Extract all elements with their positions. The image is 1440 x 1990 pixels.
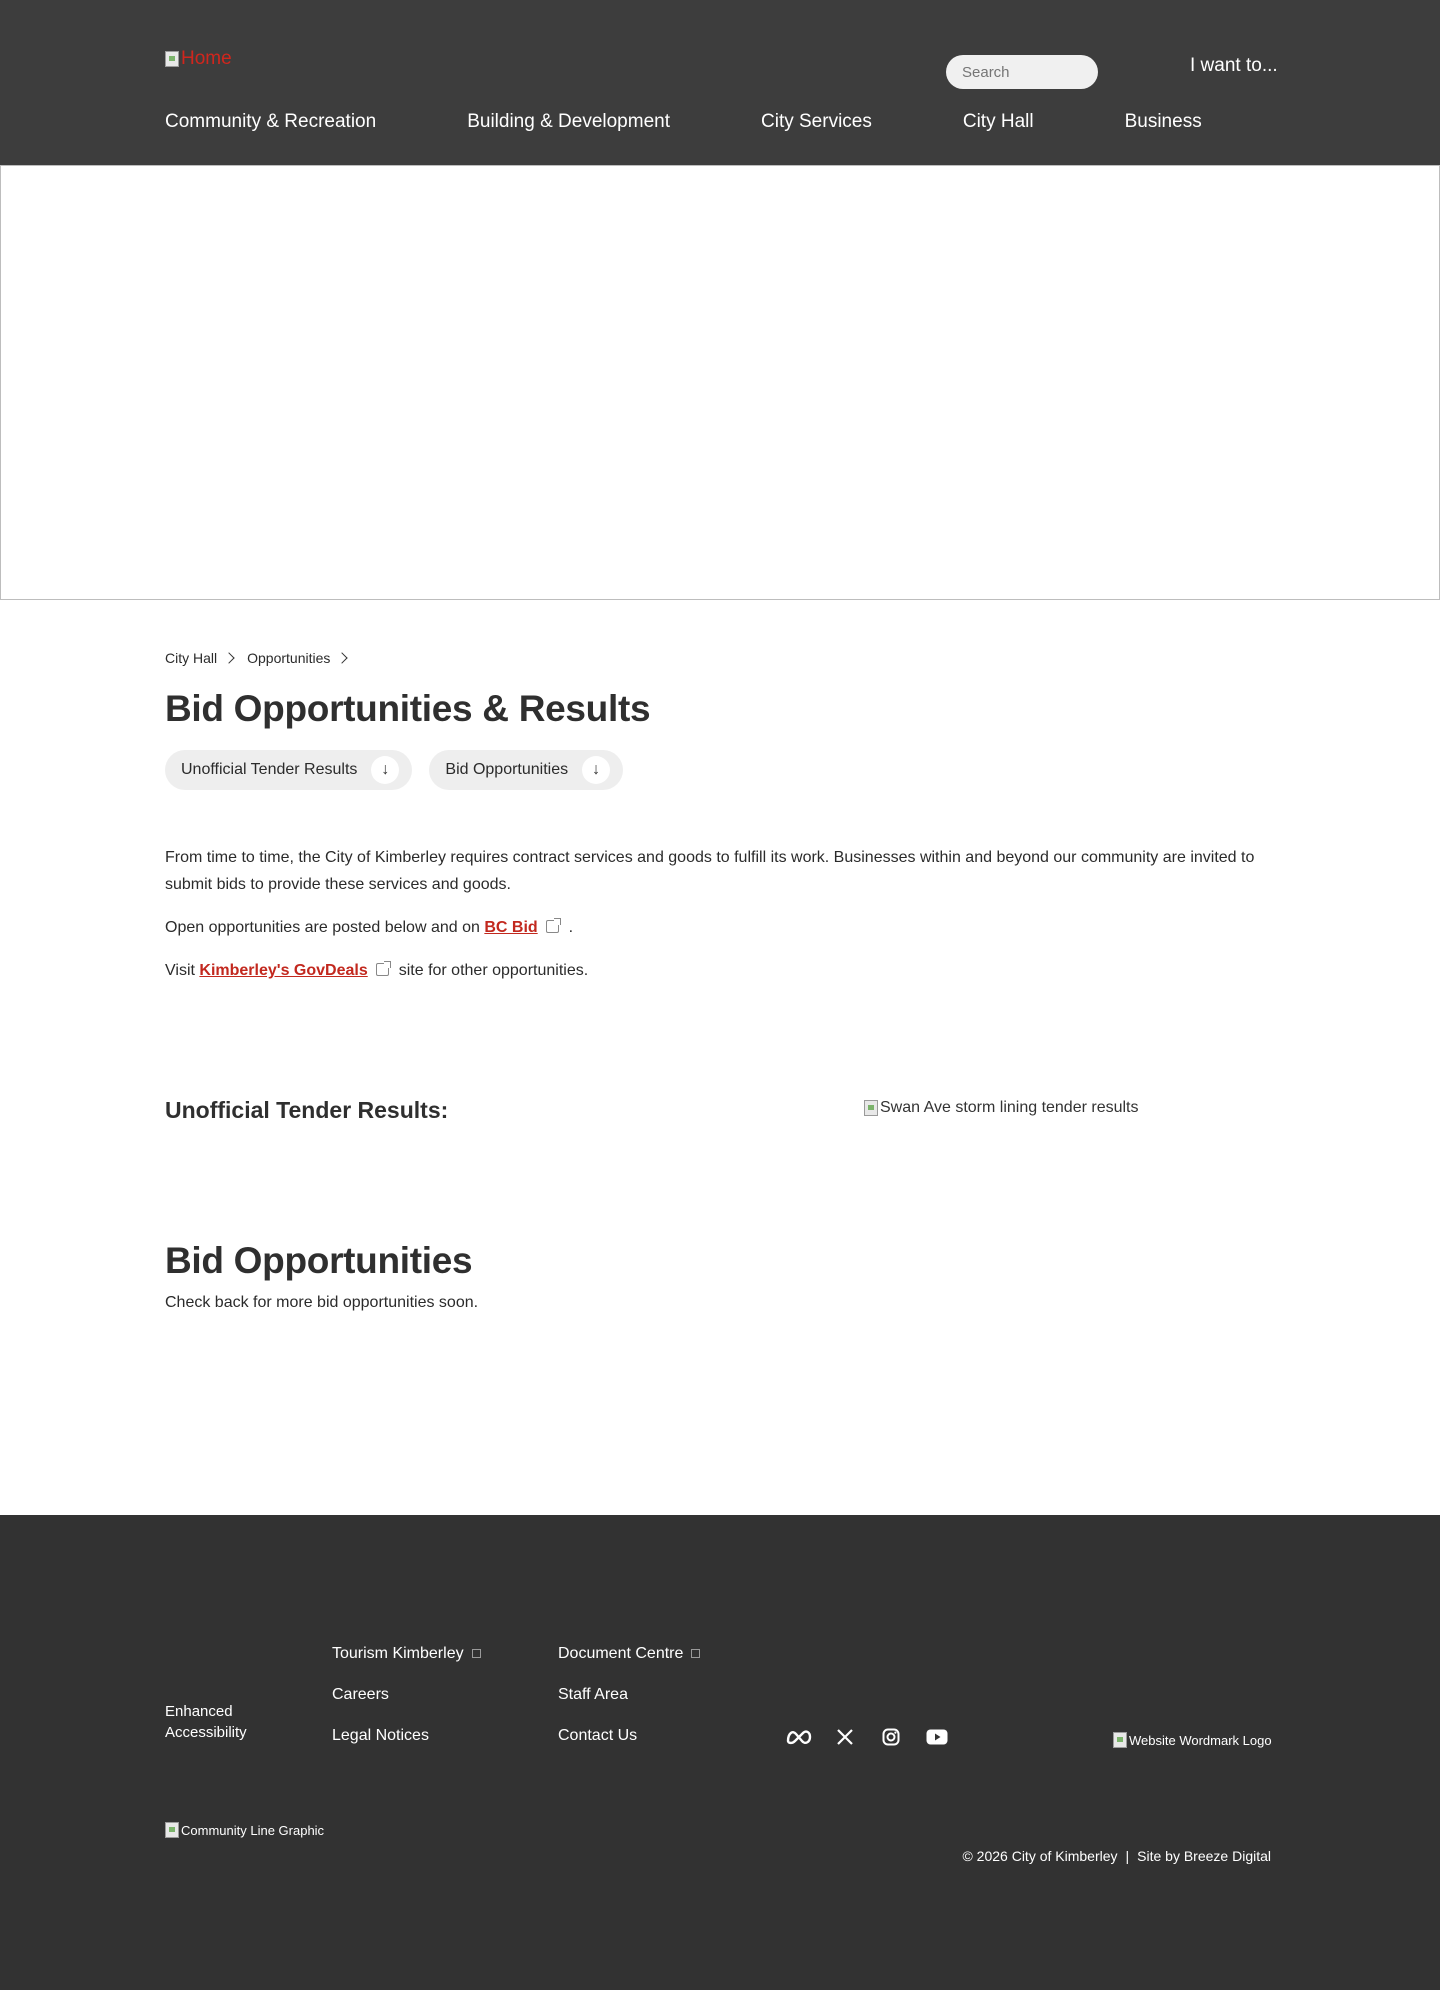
site-footer — [0, 1515, 1440, 1990]
jump-link-label: Unofficial Tender Results — [181, 761, 358, 778]
instagram-icon[interactable] — [878, 1726, 904, 1748]
footer-careers[interactable]: Careers — [332, 1686, 389, 1703]
search-input[interactable] — [946, 55, 1098, 89]
copyright — [962, 1848, 1271, 1864]
footer-links-column-1 — [332, 1643, 481, 1746]
nav-business[interactable]: Business — [1124, 111, 1202, 132]
unofficial-tender-results-heading: Unofficial Tender Results: — [165, 1097, 449, 1123]
site-by-link[interactable]: Site by Breeze Digital — [1137, 1848, 1271, 1864]
tender-image-alt-text: Swan Ave storm lining tender results — [880, 1099, 1139, 1116]
footer-links-column-2 — [558, 1643, 700, 1746]
jump-links — [165, 750, 623, 790]
breadcrumb-opportunities[interactable]: Opportunities — [247, 650, 331, 666]
bid-opportunities-text: Check back for more bid opportunities soon. — [165, 1294, 479, 1311]
visit-suffix-text: site for other opportunities. — [398, 962, 589, 979]
website-wordmark-logo[interactable] — [1113, 1732, 1272, 1748]
broken-image-icon — [864, 1100, 878, 1116]
social-links — [786, 1726, 950, 1748]
jump-unofficial-tender-results[interactable] — [165, 750, 412, 790]
copyright-text: © 2026 City of Kimberley — [962, 1848, 1118, 1864]
page-title: Bid Opportunities & Results — [165, 688, 651, 729]
enhanced-accessibility-link[interactable]: Enhanced Accessibility — [165, 1703, 247, 1741]
nav-community-recreation[interactable]: Community & Recreation — [165, 111, 377, 132]
wordmark-alt-text: Website Wordmark Logo — [1129, 1732, 1272, 1748]
i-want-to-menu[interactable]: I want to... — [1190, 55, 1278, 76]
visit-prefix-text: Visit — [165, 962, 195, 979]
nav-city-services[interactable]: City Services — [761, 111, 872, 132]
copyright-separator: | — [1125, 1848, 1130, 1864]
arrow-down-icon: ↓ — [371, 756, 399, 784]
broken-image-icon — [165, 1822, 179, 1838]
main-navigation — [165, 111, 1202, 133]
jump-link-label: Bid Opportunities — [445, 761, 569, 778]
youtube-icon[interactable] — [924, 1726, 950, 1748]
nav-city-hall[interactable]: City Hall — [962, 111, 1034, 132]
bc-bid-link[interactable]: BC Bid — [484, 919, 538, 936]
intro-text — [165, 844, 1275, 1000]
external-link-icon — [546, 920, 559, 933]
hero-banner — [0, 165, 1440, 600]
footer-staff-area[interactable]: Staff Area — [558, 1686, 628, 1703]
govdeals-link[interactable]: Kimberley's GovDeals — [199, 962, 368, 979]
footer-contact-us[interactable]: Contact Us — [558, 1727, 638, 1744]
community-line-graphic — [165, 1822, 324, 1838]
footer-link-label: Document Centre — [558, 1645, 684, 1662]
external-link-icon — [376, 963, 389, 976]
footer-legal-notices[interactable]: Legal Notices — [332, 1727, 429, 1744]
bid-opportunities-heading: Bid Opportunities — [165, 1240, 473, 1281]
broken-image-icon — [165, 51, 179, 67]
external-link-icon — [691, 1649, 700, 1658]
tender-results-image[interactable] — [864, 1099, 1139, 1117]
arrow-down-icon: ↓ — [582, 756, 610, 784]
x-icon[interactable] — [832, 1726, 858, 1748]
chevron-right-icon — [223, 652, 234, 663]
nav-building-development[interactable]: Building & Development — [467, 111, 670, 132]
jump-bid-opportunities[interactable] — [429, 750, 623, 790]
external-link-icon — [472, 1649, 481, 1658]
footer-tourism-kimberley[interactable] — [332, 1643, 481, 1664]
footer-document-centre[interactable] — [558, 1643, 700, 1664]
intro-paragraph: From time to time, the City of Kimberley requires contract services and goods to fulfill its work. Businesses within and beyond our community are invited to submit bids to provide these services and goods. — [165, 849, 1255, 893]
open-suffix-text: . — [568, 919, 574, 936]
broken-image-icon — [1113, 1732, 1127, 1748]
home-logo-link[interactable] — [165, 48, 232, 70]
site-header — [0, 0, 1440, 165]
meta-icon[interactable] — [786, 1726, 812, 1748]
breadcrumb — [165, 650, 360, 666]
open-prefix-text: Open opportunities are posted below and on — [165, 919, 480, 936]
breadcrumb-city-hall[interactable]: City Hall — [165, 650, 218, 666]
footer-link-label: Tourism Kimberley — [332, 1645, 464, 1662]
chevron-right-icon — [337, 652, 348, 663]
open-opportunities-line — [165, 914, 1275, 941]
home-logo-alt-text: Home — [181, 48, 232, 69]
govdeals-line — [165, 957, 1275, 984]
line-graphic-alt-text: Community Line Graphic — [181, 1822, 325, 1838]
